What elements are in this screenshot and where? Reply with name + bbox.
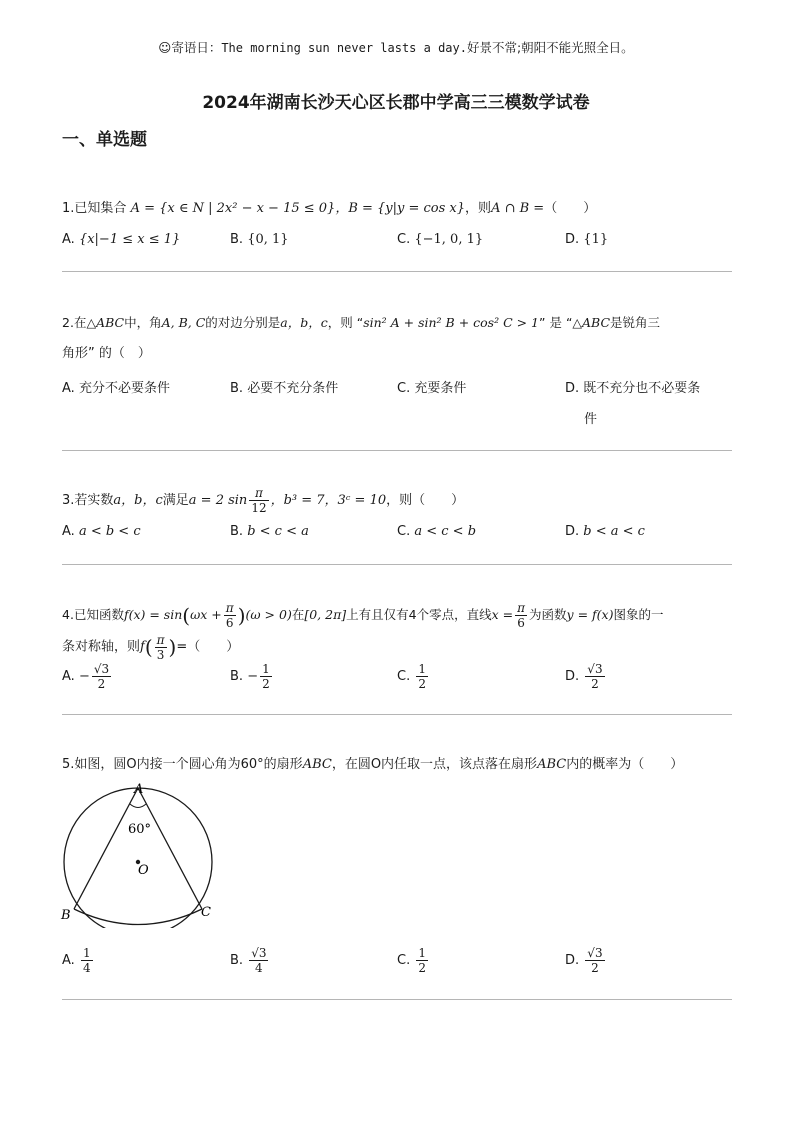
denominator: 2 [97,677,106,691]
question-number: 3. [62,493,75,508]
option-text: {x|−1 ≤ x ≤ 1} [78,232,181,247]
stem-text: （ ） [544,201,597,216]
stem-text: 是锐角三 [610,315,661,330]
numerator: √3 [587,946,603,960]
option-label: C. [397,953,411,968]
option-label: D. [565,232,580,247]
option-label: D. [565,381,580,396]
option-d[interactable] [565,232,608,247]
numerator: √3 [93,662,110,676]
option-c[interactable] [397,377,466,396]
option-c[interactable] [397,946,430,975]
motto-english: The morning sun never lasts a day. [221,41,467,55]
question-divider [62,564,732,565]
stem-text: 在 [73,315,87,330]
stem-text: 为函数 [529,607,567,622]
math-expression: a，b，c [280,315,328,330]
math-expression: ，b³ = 7，3ᶜ = 10 [270,493,387,508]
section-heading: 一、单选题 [62,130,147,150]
option-label: B. [230,669,244,684]
option-c[interactable] [397,524,476,539]
radius-ac [138,788,202,909]
question-divider [62,714,732,715]
denominator: 12 [251,501,267,515]
option-label: D. [565,669,580,684]
math-expression: △ABC [86,315,125,330]
circle-o [64,788,212,928]
denominator: 2 [591,677,599,691]
option-label: A. [62,669,75,684]
question-5-stem [62,755,683,775]
question-number: 2. [62,315,74,330]
option-d[interactable] [565,377,700,396]
option-a[interactable] [62,377,170,396]
math-expression: sin² A + sin² B + cos² C > 1 [363,315,540,330]
option-label: B. [230,524,244,539]
option-label: A. [62,953,75,968]
fraction [416,946,428,975]
numerator: π [249,486,268,501]
math-expression: [0, 2π] [304,607,347,622]
denominator: 6 [517,616,525,630]
question-divider [62,999,732,1000]
option-label: D. [565,524,580,539]
stem-text: 在 [291,607,305,622]
stem-text: 的对边分别是 [205,315,281,330]
stem-text: 图象的一 [613,607,664,622]
numerator: π [156,632,165,647]
option-text: {1} [583,232,609,247]
stem-text: ，则 “ [327,315,364,330]
label-b: B [61,908,71,923]
question-4-stem-line2: 条对称轴，则f( $\frac{\pi}{3}$ )=（ ） [62,632,240,662]
denominator: 6 [225,616,234,630]
option-a[interactable] [62,524,141,539]
option-text: 既不充分也不必要条 [583,381,701,396]
question-2-stem-line2: 角形” 的（ ） [62,346,151,361]
question-number: 4. [62,607,74,622]
circle-sector-figure [58,778,222,928]
math-expression: x = [491,607,514,622]
fraction [585,662,604,691]
math-expression: A ∩ B = [491,201,545,216]
option-text: {0, 1} [247,232,289,247]
denominator: 4 [82,961,91,975]
math-expression: A, B, C [161,315,206,330]
stem-text: ” 是 “ [539,315,573,330]
option-a[interactable] [62,662,113,691]
option-b[interactable] [230,524,309,539]
option-label: B. [230,953,244,968]
math-expression: ωx + [190,607,222,622]
option-label: B. [230,232,244,247]
denominator: 4 [255,961,263,975]
angle-arc [130,804,146,808]
fraction [249,946,268,975]
option-d[interactable] [565,946,607,975]
numerator: √3 [587,662,603,676]
option-text: a < c < b [414,524,477,539]
motto-line [0,38,792,56]
fraction [416,662,428,691]
math-expression: f(x) = sin [123,607,183,622]
numerator: π [517,601,526,615]
fraction [224,601,236,630]
numerator: √3 [251,946,267,960]
option-b[interactable] [230,662,274,691]
option-label: D. [565,953,580,968]
math-expression: (ω > 0) [245,607,292,622]
stem-text: 若实数 [74,493,114,508]
option-d[interactable] [565,524,645,539]
question-2-stem [62,313,660,333]
math-expression: y = f(x) [566,607,614,622]
stem-text: ，则（ ） [386,493,465,508]
option-text: 充要条件 [414,381,467,396]
denominator: 3 [156,647,165,662]
denominator: 2 [262,677,270,691]
fraction [515,601,527,630]
question-number: 1. [62,201,75,216]
fraction [81,946,93,975]
math-expression: f [140,639,145,655]
option-b[interactable] [230,377,338,396]
question-4-stem: 4.已知函数f(x) = sin(ωx + $\frac{\pi}{6}$ )(ω > 0)在[0, 2π]上有且仅有4个零点，直线x = $\frac{\pi}{6}$ 为函数y = f(x)图象的一 [62,601,664,630]
option-label: C. [397,669,411,684]
question-divider [62,271,732,272]
option-label: C. [397,524,411,539]
option-d-continuation: 件 [584,412,598,427]
option-b[interactable] [230,232,289,247]
question-divider [62,450,732,451]
math-expression: a = 2 sin [188,493,248,508]
option-a[interactable] [62,232,180,247]
exam-title: 2024年湖南长沙天心区长郡中学高三三模数学试卷 [202,93,590,113]
arc-bc [74,909,202,925]
option-b[interactable] [230,946,270,975]
motto-chinese: 好景不常;朝阳不能光照全日。 [466,40,634,55]
option-text: a < b < c [78,524,141,539]
math-expression: a，b，c [113,493,163,508]
stem-text: 如图，圆O内接一个圆心角为60°的扇形 [74,757,303,772]
option-d[interactable] [565,662,607,691]
numerator: 1 [418,946,426,960]
stem-text: 条对称轴，则 [62,639,141,655]
motto-prefix: ☺寄语日： [158,40,222,55]
denominator: 2 [591,961,599,975]
stem-text: 中，角 [124,315,162,330]
option-label: C. [397,381,411,396]
fraction [260,662,272,691]
label-a: A [134,782,144,797]
question-3-stem [62,484,464,518]
stem-text: 已知函数 [73,607,124,622]
option-sign: − [78,669,90,684]
radius-ab [74,788,138,909]
stem-text: 内的概率为（ ） [566,757,684,772]
option-a[interactable] [62,946,95,975]
option-label: A. [62,381,75,396]
option-label: A. [62,232,75,247]
stem-text: ，在圆O内任取一点，该点落在扇形 [331,757,538,772]
math-expression: △ABC [572,315,611,330]
numerator: π [225,601,234,615]
label-c: C [201,905,211,920]
label-angle: 60° [128,822,152,837]
label-o: O [138,863,149,878]
option-text: {−1, 0, 1} [414,232,484,247]
fraction [92,662,111,691]
fraction [585,946,604,975]
math-expression: ABC [302,757,332,772]
question-1-stem [62,199,596,219]
numerator: 1 [418,662,426,676]
question-number: 5. [62,757,75,772]
option-text: 充分不必要条件 [78,381,170,396]
stem-text: ，则 [465,201,492,216]
option-label: C. [397,232,411,247]
option-text: b < c < a [247,524,309,539]
fraction [155,633,167,662]
option-text: b < a < c [583,524,645,539]
option-label: B. [230,381,244,396]
option-label: A. [62,524,75,539]
option-sign: − [247,669,259,684]
stem-text: =（ ） [176,639,240,655]
denominator: 2 [418,961,426,975]
numerator: 1 [82,946,91,960]
option-c[interactable] [397,232,483,247]
math-expression: A = {x ∈ N | 2x² − x − 15 ≤ 0}，B = {y|y = cos x} [130,201,466,216]
option-text: 必要不充分条件 [247,381,339,396]
stem-text: 上有且仅有4个零点，直线 [346,607,492,622]
denominator: 2 [418,677,426,691]
numerator: 1 [262,662,270,676]
option-c[interactable] [397,662,430,691]
math-expression: ABC [537,757,567,772]
fraction [249,486,268,515]
stem-text: 满足 [162,493,189,508]
stem-text: 已知集合 [74,201,127,216]
